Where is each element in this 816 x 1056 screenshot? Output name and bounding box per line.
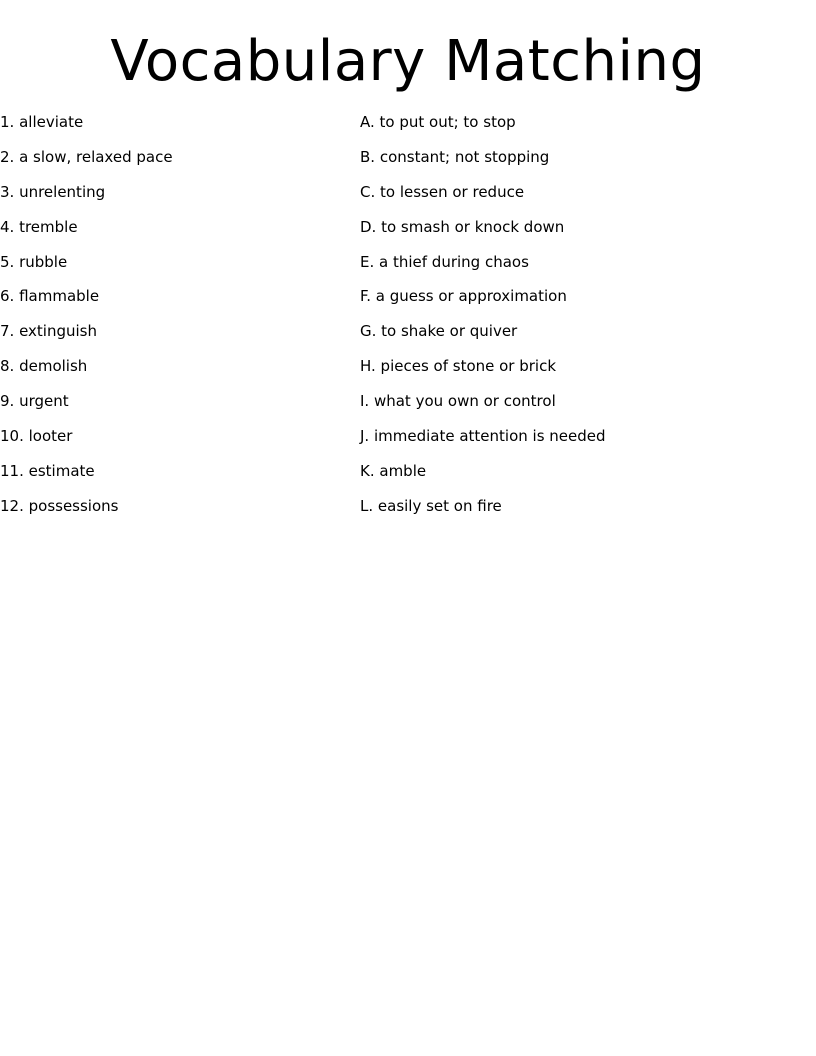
term-item: 5. rubble (0, 252, 68, 271)
terms-list (0, 110, 340, 529)
definition-item: K. amble (360, 461, 427, 480)
term-item: 1. alleviate (0, 113, 84, 131)
term-item: 7. extinguish (0, 322, 97, 341)
term-item: 9. urgent (0, 392, 69, 411)
definition-item: L. easily set on fire (360, 496, 502, 515)
term-item: 3. unrelenting (0, 182, 106, 201)
definition-item: G. to shake or quiver (360, 322, 518, 341)
definition-item: D. to smash or knock down (360, 217, 565, 236)
definition-item: B. constant; not stopping (360, 147, 550, 166)
term-item: 2. a slow, relaxed pace (0, 147, 173, 166)
definition-item: C. to lessen or reduce (360, 182, 525, 201)
definition-item: H. pieces of stone or brick (360, 357, 557, 376)
term-item: 4. tremble (0, 217, 78, 236)
page-title: Vocabulary Matching (110, 29, 706, 94)
term-item: 10. looter (0, 427, 73, 446)
definition-item: F. a guess or approximation (360, 287, 567, 306)
definition-item: E. a thief during chaos (360, 252, 529, 271)
term-item: 8. demolish (0, 357, 88, 376)
definitions-list (360, 110, 800, 529)
definition-item: A. to put out; to stop (360, 113, 516, 131)
term-item: 6. flammable (0, 287, 100, 306)
definition-item: I. what you own or control (360, 392, 556, 411)
term-item: 11. estimate (0, 461, 95, 480)
definition-item: J. immediate attention is needed (360, 427, 606, 446)
term-item: 12. possessions (0, 496, 119, 515)
